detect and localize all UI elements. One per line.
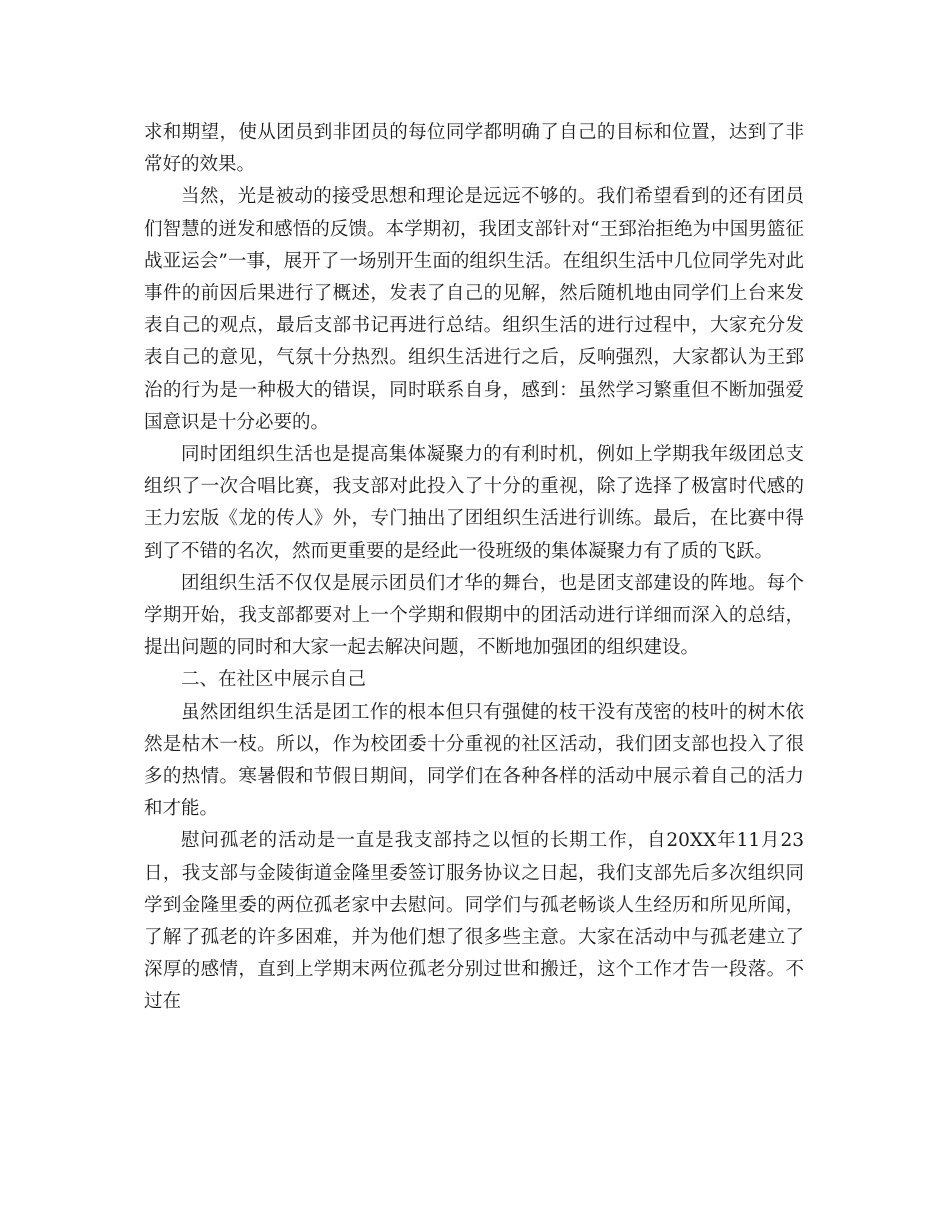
paragraph-continuation: 求和期望，使从团员到非团员的每位同学都明确了自己的目标和位置，达到了非常好的效果。 bbox=[144, 122, 804, 176]
paragraph-choir-contest: 同时团组织生活也是提高集体凝聚力的有利时机，例如上学期我年级团总支组织了一次合唱比赛，我支部对此投入了十分的重视，除了选择了极富时代感的王力宏版《龙的传人》外，专门抽出了团组织生活进行训练。最后，在比赛中得到了不错的名次，然而更重要的是经此一役班级的集体凝聚力有了质的飞跃。 bbox=[144, 444, 804, 562]
paragraph-patriotism-discussion: 当然，光是被动的接受思想和理论是远远不够的。我们希望看到的还有团员们智慧的迸发和感悟的反馈。本学期初，我团支部针对“王郅治拒绝为中国男篮征战亚运会”一事，展开了一场别开生面的组织生活。在组织生活中几位同学先对此事件的前因后果进行了概述，发表了自己的见解，然后随机地由同学们上台来发表自己的观点，最后支部书记再进行总结。组织生活的进行过程中，大家充分发表自己的意见，气氛十分热烈。组织生活进行之后，反响强烈，大家都认为王郅治的行为是一种极大的错误，同时联系自身，感到：虽然学习繁重但不断加强爱国意识是十分必要的。 bbox=[144, 186, 804, 433]
paragraph-community-activity: 虽然团组织生活是团工作的根本但只有强健的枝干没有茂密的枝叶的树木依然是枯木一枝。所以，作为校团委十分重视的社区活动，我们团支部也投入了很多的热情。寒暑假和节假日期间，同学们在各种各样的活动中展示着自己的活力和才能。 bbox=[144, 701, 804, 820]
document-body bbox=[144, 117, 804, 1019]
paragraph-elderly-visits: 慰问孤老的活动是一直是我支部持之以恒的长期工作，自20XX年11月23日，我支部与金陵街道金隆里委签订服务协议之日起，我们支部先后多次组织同学到金隆里委的两位孤老家中去慰问。同学们与孤老畅谈人生经历和所见所闻，了解了孤老的许多困难，并为他们想了很多些主意。大家在活动中与孤老建立了深厚的感情，直到上学期末两位孤老分别过世和搬迁，这个工作才告一段落。不过在 bbox=[144, 830, 804, 1013]
section-heading: 二、在社区中展示自己 bbox=[181, 669, 367, 691]
paragraph-branch-building: 团组织生活不仅仅是展示团员们才华的舞台，也是团支部建设的阵地。每个学期开始，我支部都要对上一个学期和假期中的团活动进行详细而深入的总结，提出问题的同时和大家一起去解决问题，不断地加强团的组织建设。 bbox=[144, 572, 804, 659]
